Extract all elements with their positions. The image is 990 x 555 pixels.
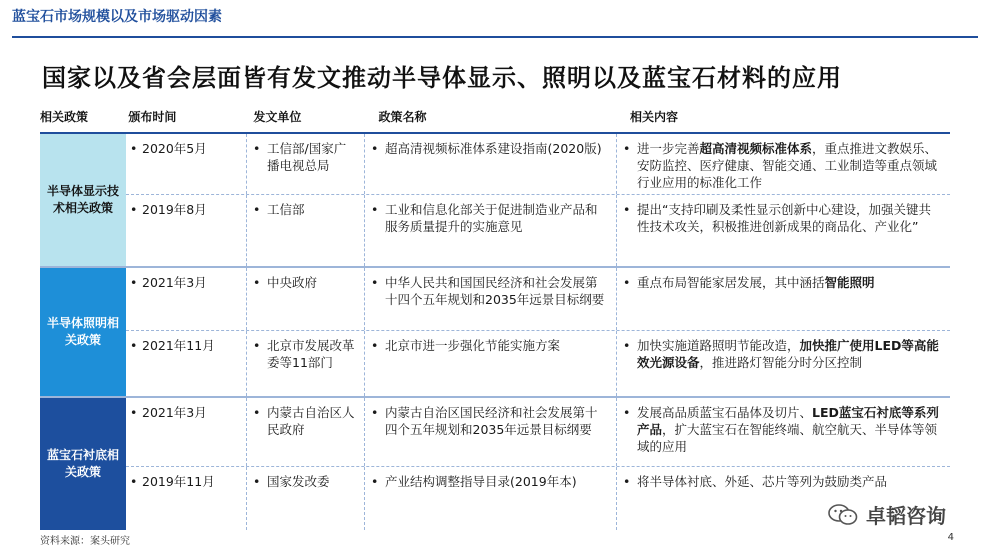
source-note: 资料来源：案头研究 <box>40 536 130 547</box>
table-row <box>126 398 950 466</box>
policy-group-lighting <box>40 268 950 398</box>
content-cell <box>616 398 950 466</box>
header-date: 颁布时间 <box>128 109 177 124</box>
table-row <box>126 466 950 530</box>
watermark <box>828 500 946 529</box>
content-cell <box>616 331 950 396</box>
name-cell: • 工业和信息化部关于促进制造业产品和服务质量提升的实施意见 <box>364 195 616 266</box>
content-text: ，扩大蓝宝石在智能终端、航空航天、半导体等领域的应用 <box>637 422 938 454</box>
header-unit: 发文单位 <box>253 109 302 124</box>
content-text: ，重点推进文教娱乐、安防监控、医疗健康、智能交通、工业制造等重点领域行业应用的标准化工作 <box>637 141 938 190</box>
unit-cell: • 工信部/国家广播电视总局 <box>246 134 364 194</box>
unit-cell: • 国家发改委 <box>246 467 364 530</box>
unit-cell: • 北京市发展改革委等11部门 <box>246 331 364 396</box>
wechat-icon <box>828 504 858 526</box>
content-text: ，推进路灯智能分时分区控制 <box>699 355 863 370</box>
content-highlight: LED蓝宝石衬底等系列产品 <box>637 405 939 437</box>
section-label: 蓝宝石市场规模以及市场驱动因素 <box>12 9 222 25</box>
date-cell: • 2021年3月 <box>126 268 246 330</box>
content-cell <box>616 134 950 194</box>
date-cell: • 2021年11月 <box>126 331 246 396</box>
content-highlight: 加快推广使用LED等高能效光源设备 <box>637 338 939 370</box>
policy-group-sapphire <box>40 398 950 530</box>
content-cell <box>616 268 950 330</box>
content-highlight: 超高清视频标准体系 <box>699 141 813 156</box>
content-highlight: 智能照明 <box>824 275 875 290</box>
header-name: 政策名称 <box>378 109 427 124</box>
name-cell: • 产业结构调整指导目录(2019年本) <box>364 467 616 530</box>
category-label: 半导体显示技术相关政策 <box>40 134 126 266</box>
name-cell: • 中华人民共和国国民经济和社会发展第十四个五年规划和2035年远景目标纲要 <box>364 268 616 330</box>
unit-cell: • 工信部 <box>246 195 364 266</box>
date-cell: • 2019年11月 <box>126 467 246 530</box>
unit-cell: • 内蒙古自治区人民政府 <box>246 398 364 466</box>
category-label: 蓝宝石衬底相关政策 <box>40 398 126 530</box>
header-content: 相关内容 <box>629 109 678 124</box>
content-text: 将半导体衬底、外延、芯片等列为鼓励类产品 <box>637 474 888 489</box>
table-header <box>40 100 950 132</box>
top-divider <box>12 36 978 38</box>
content-cell <box>616 195 950 266</box>
name-cell: • 内蒙古自治区国民经济和社会发展第十四个五年规划和2035年远景目标纲要 <box>364 398 616 466</box>
policy-group-display <box>40 134 950 268</box>
watermark-text: 卓韬咨询 <box>866 504 946 528</box>
date-cell: • 2021年3月 <box>126 398 246 466</box>
policy-table <box>40 100 950 530</box>
content-text: 提出“支持印刷及柔性显示创新中心建设，加强关键共性技术攻关，积极推进创新成果的商品化、产业化” <box>637 202 931 234</box>
content-text: 进一步完善 <box>637 141 700 156</box>
category-label: 半导体照明相关政策 <box>40 268 126 396</box>
table-row <box>126 194 950 266</box>
unit-cell: • 中央政府 <box>246 268 364 330</box>
page-number: 4 <box>947 532 954 543</box>
content-text: 重点布局智能家居发展，其中涵括 <box>637 275 825 290</box>
table-row <box>126 134 950 194</box>
table-row <box>126 268 950 330</box>
date-cell: • 2020年5月 <box>126 134 246 194</box>
name-cell: • 超高清视频标准体系建设指南(2020版) <box>364 134 616 194</box>
name-cell: • 北京市进一步强化节能实施方案 <box>364 331 616 396</box>
date-cell: • 2019年8月 <box>126 195 246 266</box>
header-policy: 相关政策 <box>40 109 89 124</box>
content-text: 发展高品质蓝宝石晶体及切片、 <box>637 405 813 420</box>
page-title: 国家以及省会层面皆有发文推动半导体显示、照明以及蓝宝石材料的应用 <box>42 64 842 92</box>
content-text: 加快实施道路照明节能改造， <box>637 338 800 353</box>
table-row <box>126 330 950 396</box>
